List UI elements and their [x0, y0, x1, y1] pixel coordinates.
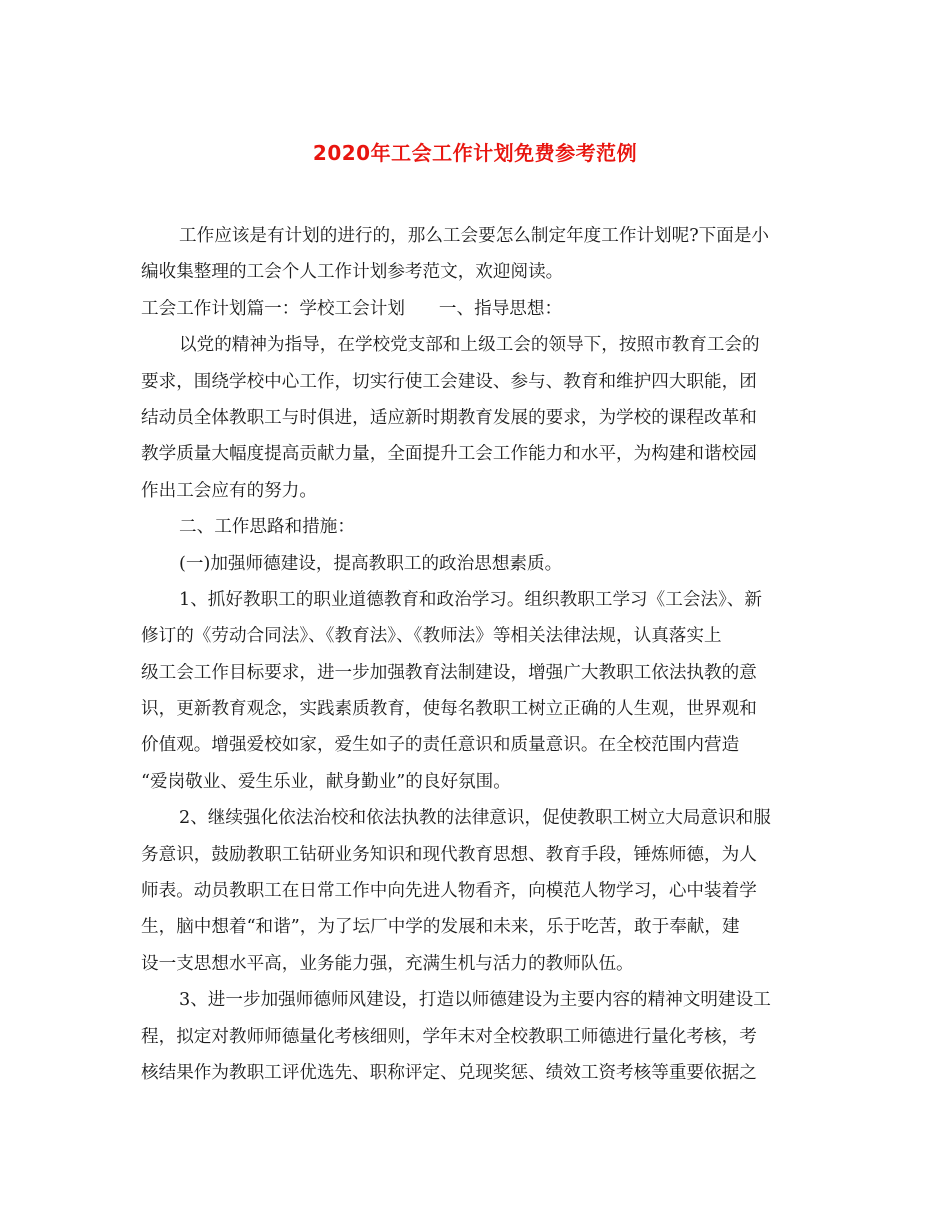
paragraph-line: 核结果作为教职工评优选先、职称评定、兑现奖惩、绩效工资考核等重要依据之: [141, 1062, 757, 1083]
section-heading: 工会工作计划篇一：学校工会计划: [141, 298, 405, 319]
paragraph-line: 程，拟定对教师师德量化考核细则，学年末对全校教职工师德进行量化考核，考: [141, 1026, 757, 1047]
paragraph-line: 教学质量大幅度提高贡献力量，全面提升工会工作能力和水平，为构建和谐校园: [141, 444, 757, 465]
paragraph-line: 编收集整理的工会个人工作计划参考范文，欢迎阅读。: [141, 262, 564, 283]
paragraph-line: 务意识，鼓励教职工钻研业务知识和现代教育思想、教育手段，锤炼师德，为人: [141, 844, 757, 865]
subsection-heading: (一)加强师德建设，提高教职工的政治思想素质。: [179, 553, 563, 574]
paragraph-line: 价值观。增强爱校如家，爱生如子的责任意识和质量意识。在全校范围内营造: [141, 735, 740, 756]
paragraph-line: 工作应该是有计划的进行的，那么工会要怎么制定年度工作计划呢?下面是小: [179, 226, 770, 246]
paragraph-line: 修订的《劳动合同法》、《教育法》、《教师法》等相关法律法规，认真落实上: [141, 626, 722, 647]
paragraph-line: 作出工会应有的努力。: [141, 480, 317, 501]
paragraph-line: 识，更新教育观念，实践素质教育，使每名教职工树立正确的人生观，世界观和: [141, 699, 757, 720]
paragraph-line: 1、抓好教职工的职业道德教育和政治学习。组织教职工学习《工会法》、新: [179, 589, 762, 610]
paragraph-line: 以党的精神为指导，在学校党支部和上级工会的领导下，按照市教育工会的: [179, 335, 760, 356]
paragraph-line: 级工会工作目标要求，进一步加强教育法制建设，增强广大教职工依法执教的意: [141, 662, 757, 683]
paragraph-line: 生，脑中想着“和谐”，为了坛厂中学的发展和未来，乐于吃苦，敢于奉献，建: [141, 917, 740, 938]
section-heading-line: [141, 291, 811, 327]
paragraph-line: 设一支思想水平高，业务能力强，充满生机与活力的教师队伍。: [141, 953, 634, 974]
subsection-heading: 二、工作思路和措施：: [179, 517, 355, 538]
subsection-heading: 一、指导思想：: [438, 298, 563, 319]
paragraph-line: 要求，围绕学校中心工作，切实行使工会建设、参与、教育和维护四大职能，团: [141, 371, 757, 392]
paragraph-line: 师表。动员教职工在日常工作中向先进人物看齐，向模范人物学习，心中装着学: [141, 881, 757, 902]
document-body: [141, 218, 811, 1091]
document-title: 2020年工会工作计划免费参考范例: [312, 141, 638, 165]
paragraph-line: 2、继续强化依法治校和依法执教的法律意识，促使教职工树立大局意识和服: [179, 808, 771, 829]
paragraph-line: 结动员全体教职工与时俱进，适应新时期教育发展的要求，为学校的课程改革和: [141, 407, 757, 428]
paragraph-line: “爱岗敬业、爱生乐业，献身勤业”的良好氛围。: [141, 771, 511, 792]
paragraph-line: 3、进一步加强师德师风建设，打造以师德建设为主要内容的精神文明建设工: [179, 990, 771, 1011]
